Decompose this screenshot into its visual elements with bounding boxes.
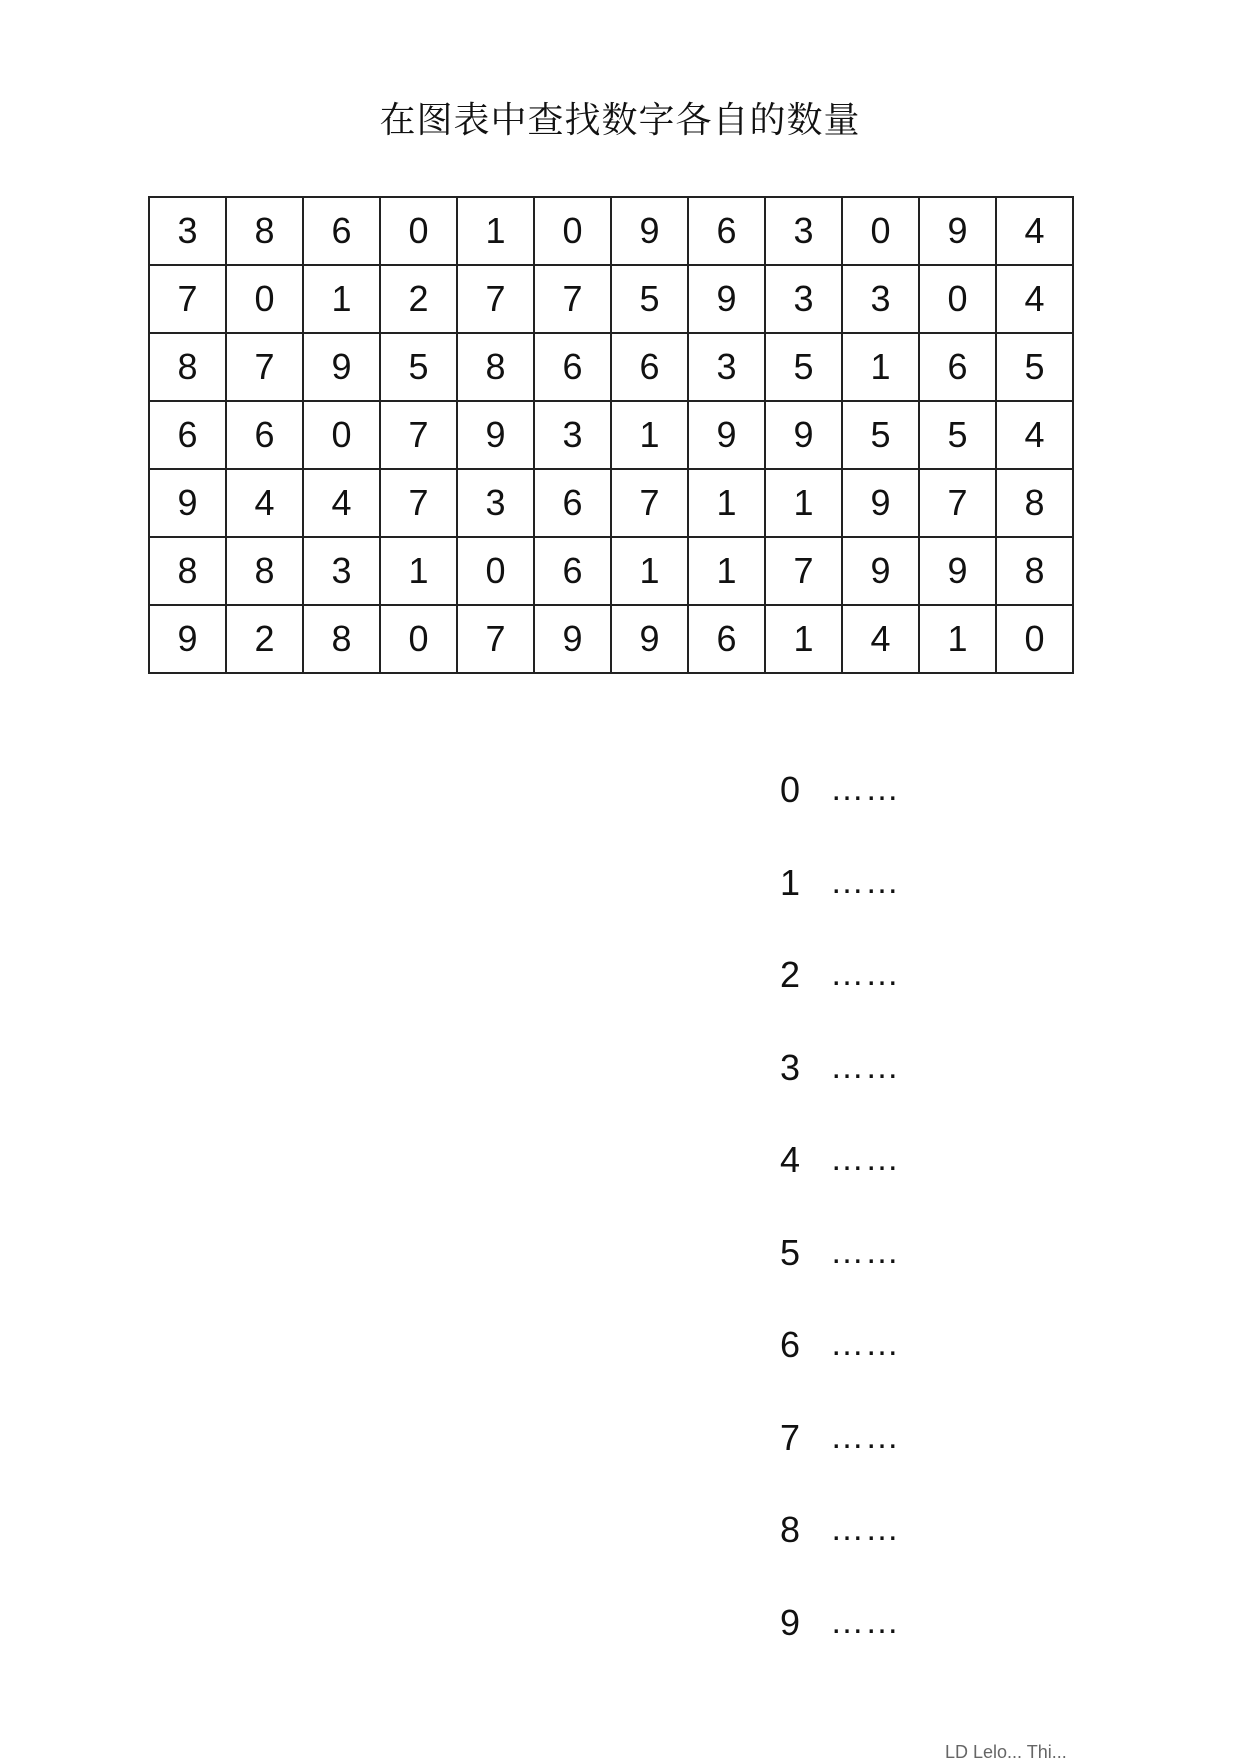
grid-cell: 3 [534, 401, 611, 469]
grid-cell: 8 [996, 537, 1073, 605]
grid-cell: 1 [457, 197, 534, 265]
grid-cell: 6 [226, 401, 303, 469]
answer-blank: …… [830, 862, 900, 901]
grid-cell: 3 [457, 469, 534, 537]
grid-cell: 8 [149, 333, 226, 401]
answer-digit: 3 [780, 1046, 801, 1088]
grid-cell: 1 [611, 401, 688, 469]
grid-cell: 0 [226, 265, 303, 333]
grid-cell: 8 [457, 333, 534, 401]
footer-watermark: LD Lelo... Thi... [945, 1742, 1067, 1762]
grid-cell: 0 [380, 197, 457, 265]
grid-cell: 0 [303, 401, 380, 469]
grid-cell: 5 [842, 401, 919, 469]
answer-blank: …… [830, 770, 900, 808]
grid-cell: 7 [226, 333, 303, 401]
grid-cell: 3 [303, 537, 380, 605]
grid-cell: 3 [149, 197, 226, 265]
grid-cell: 5 [380, 333, 457, 401]
grid-cell: 5 [919, 401, 996, 469]
answer-blank: …… [830, 955, 900, 993]
grid-cell: 9 [688, 401, 765, 469]
grid-cell: 1 [380, 537, 457, 605]
answer-blank: …… [830, 1510, 900, 1548]
grid-cell: 6 [688, 197, 765, 265]
grid-cell: 9 [919, 197, 996, 265]
grid-cell: 6 [303, 197, 380, 265]
grid-cell: 0 [457, 537, 534, 605]
grid-cell: 4 [842, 605, 919, 673]
answer-digit: 4 [780, 1139, 801, 1180]
grid-cell: 3 [765, 265, 842, 333]
grid-cell: 4 [996, 197, 1073, 265]
grid-cell: 1 [303, 265, 380, 333]
grid-row [149, 265, 1073, 333]
grid-cell: 9 [842, 469, 919, 537]
answer-row [780, 1139, 1080, 1235]
answer-blank: …… [830, 1047, 900, 1086]
grid-row [149, 197, 1073, 265]
grid-cell: 9 [611, 197, 688, 265]
grid-row [149, 605, 1073, 673]
answer-digit: 2 [780, 954, 801, 995]
grid-cell: 6 [534, 537, 611, 605]
grid-cell: 8 [226, 537, 303, 605]
grid-cell: 7 [765, 537, 842, 605]
grid-cell: 7 [919, 469, 996, 537]
grid-cell: 1 [842, 333, 919, 401]
grid-row [149, 333, 1073, 401]
grid-cell: 1 [765, 605, 842, 673]
answer-blank: …… [830, 1417, 900, 1456]
grid-cell: 5 [996, 333, 1073, 401]
answer-digit: 7 [780, 1416, 801, 1458]
grid-cell: 4 [996, 265, 1073, 333]
grid-cell: 7 [457, 265, 534, 333]
answer-row [780, 1231, 1080, 1328]
grid-cell: 9 [688, 265, 765, 333]
grid-cell: 6 [688, 605, 765, 673]
grid-cell: 0 [842, 197, 919, 265]
answer-row [780, 861, 1080, 958]
answer-digit: 8 [780, 1509, 801, 1550]
grid-cell: 5 [611, 265, 688, 333]
grid-cell: 0 [996, 605, 1073, 673]
grid-cell: 8 [303, 605, 380, 673]
answer-blank: …… [830, 1325, 900, 1363]
page-title: 在图表中查找数字各自的数量 [379, 100, 861, 141]
answer-row [780, 1046, 1080, 1143]
number-grid [148, 196, 1074, 674]
answer-digit: 9 [780, 1601, 801, 1643]
grid-cell: 9 [611, 605, 688, 673]
grid-cell: 9 [303, 333, 380, 401]
grid-cell: 1 [765, 469, 842, 537]
grid-cell: 4 [303, 469, 380, 537]
answer-list [780, 769, 1080, 1697]
answer-blank: …… [830, 1140, 900, 1178]
grid-cell: 9 [919, 537, 996, 605]
answer-digit: 5 [780, 1231, 801, 1273]
answer-row [780, 769, 1080, 865]
answer-blank: …… [830, 1602, 900, 1641]
grid-cell: 6 [919, 333, 996, 401]
grid-cell: 6 [611, 333, 688, 401]
grid-cell: 6 [534, 333, 611, 401]
grid-cell: 9 [765, 401, 842, 469]
grid-cell: 8 [149, 537, 226, 605]
grid-cell: 8 [996, 469, 1073, 537]
grid-cell: 7 [149, 265, 226, 333]
grid-cell: 1 [688, 537, 765, 605]
grid-cell: 7 [534, 265, 611, 333]
grid-cell: 5 [765, 333, 842, 401]
grid-cell: 8 [226, 197, 303, 265]
grid-cell: 7 [457, 605, 534, 673]
grid-cell: 3 [765, 197, 842, 265]
grid-cell: 9 [842, 537, 919, 605]
grid-cell: 2 [380, 265, 457, 333]
grid-cell: 1 [611, 537, 688, 605]
grid-cell: 1 [688, 469, 765, 537]
answer-digit: 0 [780, 769, 801, 810]
grid-cell: 4 [226, 469, 303, 537]
grid-cell: 2 [226, 605, 303, 673]
grid-cell: 1 [919, 605, 996, 673]
grid-cell: 9 [149, 469, 226, 537]
answer-row [780, 1416, 1080, 1513]
grid-row [149, 401, 1073, 469]
grid-cell: 6 [149, 401, 226, 469]
grid-row [149, 469, 1073, 537]
grid-cell: 0 [380, 605, 457, 673]
answer-row [780, 1509, 1080, 1605]
grid-row [149, 537, 1073, 605]
grid-cell: 9 [534, 605, 611, 673]
grid-cell: 3 [688, 333, 765, 401]
answer-blank: …… [830, 1232, 900, 1271]
grid-cell: 0 [534, 197, 611, 265]
grid-cell: 9 [457, 401, 534, 469]
answer-digit: 6 [780, 1324, 801, 1365]
answer-row [780, 954, 1080, 1050]
grid-cell: 6 [534, 469, 611, 537]
grid-cell: 7 [380, 401, 457, 469]
answer-row [780, 1324, 1080, 1420]
answer-digit: 1 [780, 861, 801, 903]
grid-cell: 7 [611, 469, 688, 537]
grid-cell: 3 [842, 265, 919, 333]
grid-cell: 9 [149, 605, 226, 673]
grid-cell: 0 [919, 265, 996, 333]
grid-cell: 4 [996, 401, 1073, 469]
grid-cell: 7 [380, 469, 457, 537]
answer-row [780, 1601, 1080, 1698]
